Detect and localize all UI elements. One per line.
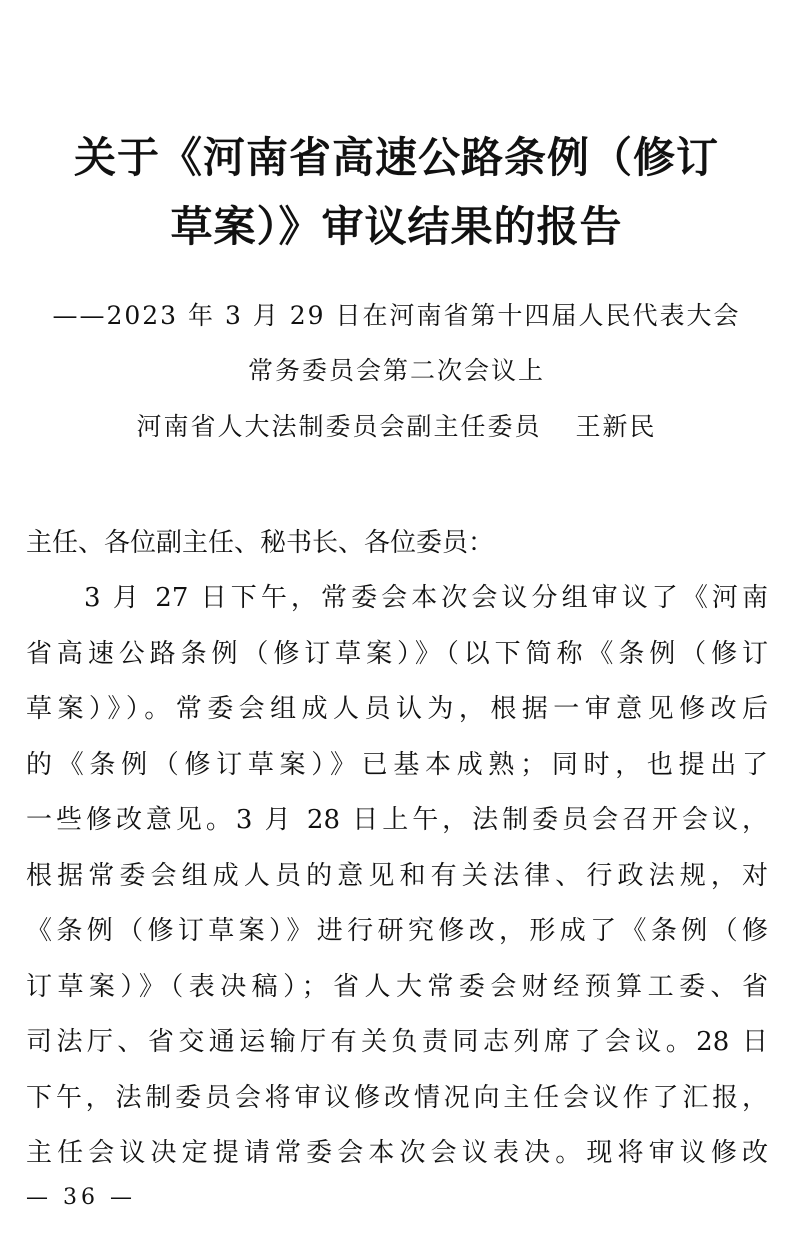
meeting-name-line: 常务委员会第二次会议上 xyxy=(247,356,545,385)
speaker-organization: 河南省人大法制委员会副主任委员 xyxy=(136,412,542,441)
paragraph-line: 草案）》）。常委会组成人员认为，根据一审意见修改后 xyxy=(26,694,768,724)
report-title-line-1: 关于《河南省高速公路条例（修订 xyxy=(73,133,719,182)
paragraph-line: 根据常委会组成人员的意见和有关法律、行政法规，对 xyxy=(26,861,768,891)
paragraph-line: 主任会议决定提请常委会本次会议表决。现将审议修改 xyxy=(26,1138,768,1168)
paragraph-line: 省高速公路条例（修订草案）》（以下简称《条例（修订 xyxy=(26,639,768,669)
paragraph-line: 下午，法制委员会将审议修改情况向主任会议作了汇报， xyxy=(26,1083,768,1113)
report-title-line-2: 草案）》审议结果的报告 xyxy=(170,202,623,251)
speaker-line xyxy=(0,410,793,444)
paragraph-line: 订草案）》（表决稿）；省人大常委会财经预算工委、省 xyxy=(26,972,768,1002)
paragraph-line: 司法厅、省交通运输厅有关负责同志列席了会议。28 日 xyxy=(26,1027,768,1057)
meeting-date-line: ——2023 年 3 月 29 日在河南省第十四届人民代表大会 xyxy=(52,301,741,330)
paragraph-line: 《条例（修订草案）》进行研究修改，形成了《条例（修 xyxy=(26,916,768,946)
speaker-name: 王新民 xyxy=(575,412,657,441)
paragraph-line: 一些修改意见。3 月 28 日上午，法制委员会召开会议， xyxy=(26,805,768,835)
page-number: — 36 — xyxy=(26,1185,136,1210)
paragraph-line: 3 月 27 日下午，常委会本次会议分组审议了《河南 xyxy=(84,583,768,613)
salutation: 主任、各位副主任、秘书长、各位委员： xyxy=(26,528,495,558)
paragraph-line: 的《条例（修订草案）》已基本成熟；同时，也提出了 xyxy=(26,750,768,780)
